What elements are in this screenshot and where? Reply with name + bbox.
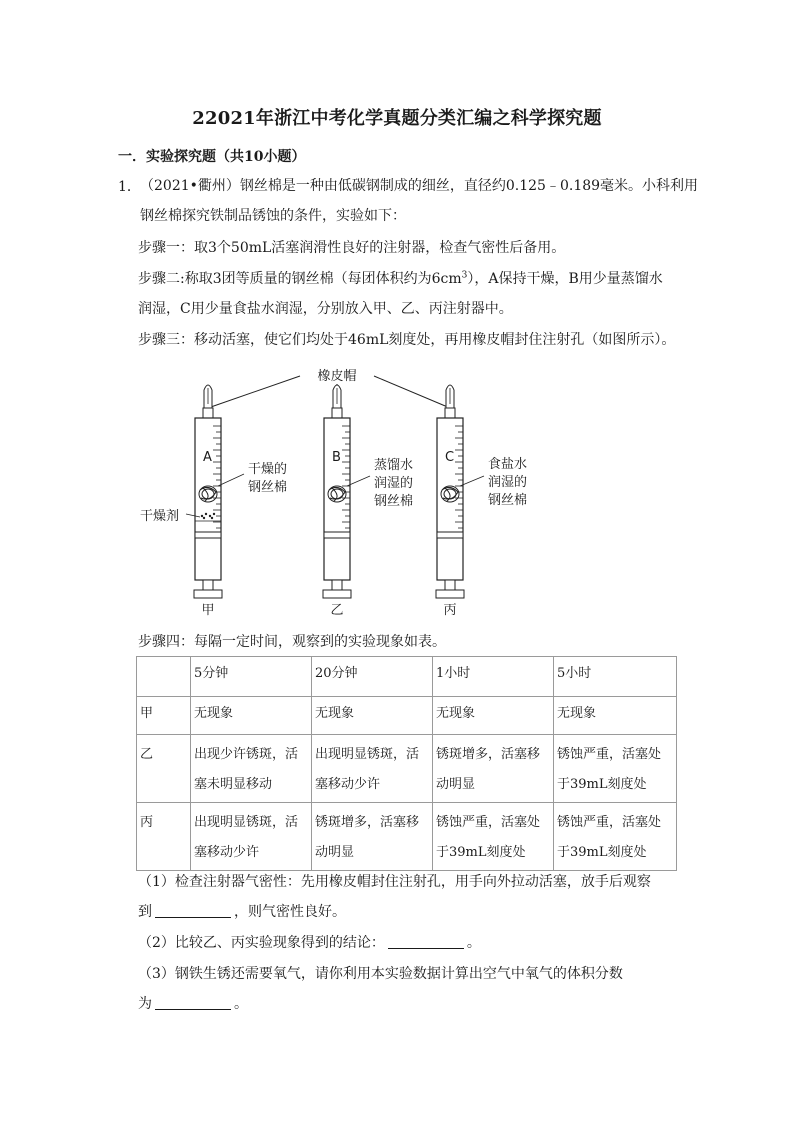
sub-question-2-text: （2）比较乙、丙实验现象得到的结论： xyxy=(138,935,385,951)
table-row xyxy=(137,697,677,735)
table-cell: 出现少许锈斑，活 塞未明显移动 xyxy=(191,735,312,803)
table-cell: 无现象 xyxy=(191,697,312,735)
a-label-line1: 干燥的 xyxy=(248,462,288,477)
table-cell: 锈蚀严重，活塞处 于39mL刻度处 xyxy=(433,803,554,871)
answer-blank-2[interactable] xyxy=(388,934,464,949)
table-header-cell: 5小时 xyxy=(554,657,677,697)
cap-leader-c xyxy=(374,376,450,408)
sub-question-2 xyxy=(138,933,481,953)
question-intro-line1: （2021•衢州）钢丝棉是一种由低碳钢制成的细丝，直径约0.125﹣0.189毫米。小科利用 xyxy=(140,178,699,194)
table-header-cell: 20分钟 xyxy=(312,657,433,697)
step-two-line2: 润湿，C用少量食盐水润湿，分别放入甲、乙、丙注射器中。 xyxy=(138,301,513,317)
table-cell: 无现象 xyxy=(312,697,433,735)
step-two-line1 xyxy=(138,269,663,289)
answer-blank-3[interactable] xyxy=(155,995,231,1010)
sub-question-2-suffix: 。 xyxy=(466,935,481,951)
c-label-line1: 食盐水 xyxy=(488,457,528,472)
answer-blank-1[interactable] xyxy=(155,903,231,918)
table-header-row xyxy=(137,657,677,697)
sub-question-1-line2 xyxy=(138,902,346,922)
step-one: 步骤一：取3个50mL活塞润滑性良好的注射器，检查气密性后备用。 xyxy=(138,240,566,256)
table-cell: 锈斑增多，活塞移 动明显 xyxy=(312,803,433,871)
syringe-name-yi: 乙 xyxy=(330,603,344,618)
step-three: 步骤三：移动活塞，使它们均处于46mL刻度处，再用橡皮帽封住注射孔（如图所示）。 xyxy=(138,332,676,348)
table-header-cell: 5分钟 xyxy=(191,657,312,697)
step-two-text-a: 步骤二:称取3团等质量的钢丝棉（每团体积约为6cm xyxy=(138,271,462,287)
cubic-superscript: 3 xyxy=(461,270,468,281)
page-title: 22021年浙江中考化学真题分类汇编之科学探究题 xyxy=(192,108,602,129)
table-header-cell xyxy=(137,657,191,697)
question-intro-line2: 钢丝棉探究铁制品锈蚀的条件，实验如下： xyxy=(140,208,406,224)
cap-label: 橡皮帽 xyxy=(317,369,357,384)
desiccant-label: 干燥剂 xyxy=(140,509,180,524)
b-label-line2: 润湿的 xyxy=(374,476,414,491)
table-row xyxy=(137,735,677,803)
b-label-line1: 蒸馏水 xyxy=(374,458,414,473)
sub-question-3-prefix: 为 xyxy=(138,996,152,1012)
table-cell: 无现象 xyxy=(433,697,554,735)
table-row xyxy=(137,803,677,871)
row-name: 甲 xyxy=(137,697,191,735)
sub-question-1-suffix: ，则气密性良好。 xyxy=(234,904,346,920)
question-number: 1． xyxy=(118,179,141,195)
table-cell: 无现象 xyxy=(554,697,677,735)
sub-question-1-prefix: 到 xyxy=(138,904,152,920)
syringe-diagram xyxy=(130,362,550,624)
sub-question-3-line2 xyxy=(138,994,248,1014)
observation-table xyxy=(136,656,677,871)
sub-question-1-line1: （1）检查注射器气密性：先用橡皮帽封住注射孔，用手向外拉动活塞，放手后观察 xyxy=(138,874,651,890)
c-label-line2: 润湿的 xyxy=(488,475,528,490)
syringe-figure xyxy=(130,362,550,624)
table-cell: 出现明显锈斑，活 塞移动少许 xyxy=(312,735,433,803)
sub-question-3-line1: （3）钢铁生锈还需要氧气，请你利用本实验数据计算出空气中氧气的体积分数 xyxy=(138,966,623,982)
syringe-a xyxy=(194,385,222,598)
table-cell: 出现明显锈斑，活 塞移动少许 xyxy=(191,803,312,871)
cap-leader-a xyxy=(208,376,300,408)
step-two-text-b: ），A保持干燥，B用少量蒸馏水 xyxy=(467,271,663,287)
step-four: 步骤四：每隔一定时间，观察到的实验现象如表。 xyxy=(138,634,446,650)
row-name: 丙 xyxy=(137,803,191,871)
letter-c: C xyxy=(445,450,455,465)
syringe-b xyxy=(323,385,351,598)
table-cell: 锈蚀严重，活塞处 于39mL刻度处 xyxy=(554,735,677,803)
c-label-line3: 钢丝棉 xyxy=(488,493,528,508)
table-header-cell: 1小时 xyxy=(433,657,554,697)
syringe-name-bing: 丙 xyxy=(443,603,457,618)
row-name: 乙 xyxy=(137,735,191,803)
syringe-c xyxy=(436,385,464,598)
letter-b: B xyxy=(332,450,341,465)
b-label-line3: 钢丝棉 xyxy=(374,494,414,509)
letter-a: A xyxy=(203,450,212,465)
table-cell: 锈蚀严重，活塞处 于39mL刻度处 xyxy=(554,803,677,871)
sub-question-3-suffix: 。 xyxy=(234,996,248,1012)
section-heading: 一．实验探究题（共10小题） xyxy=(118,149,306,165)
syringe-name-jia: 甲 xyxy=(201,603,215,618)
a-label-line2: 钢丝棉 xyxy=(248,480,288,495)
table-cell: 锈斑增多，活塞移 动明显 xyxy=(433,735,554,803)
